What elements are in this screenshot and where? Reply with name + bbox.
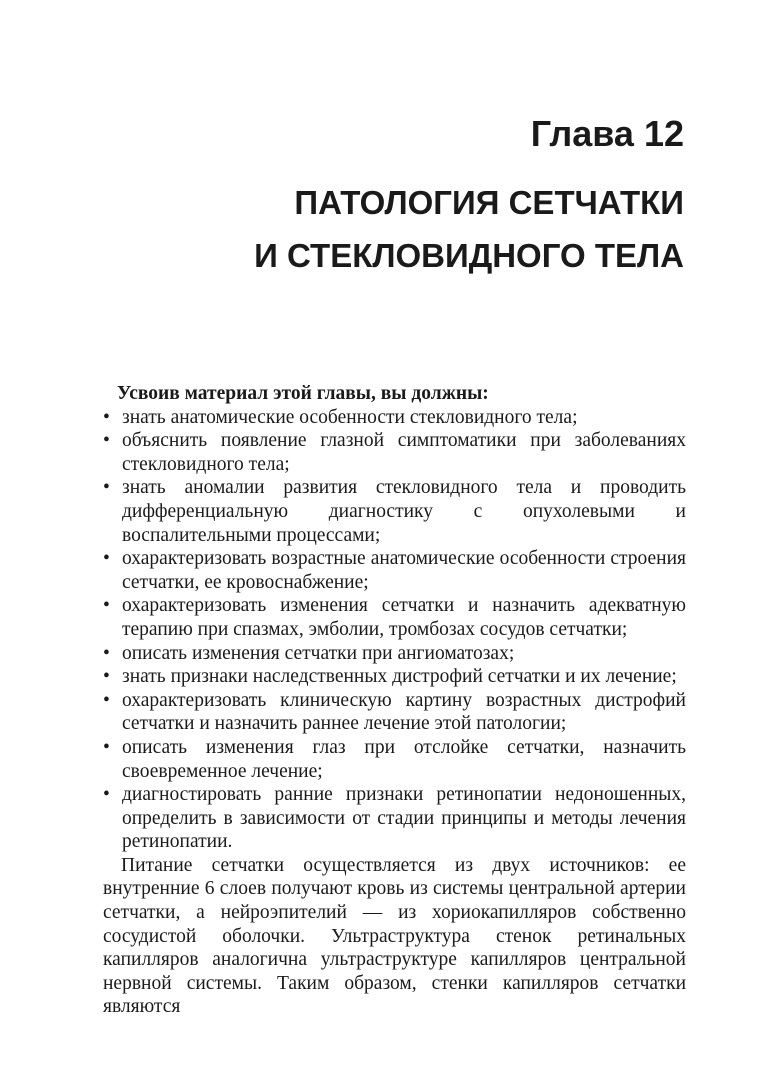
- objective-item: [103, 476, 686, 547]
- bullet-icon: •: [103, 666, 110, 688]
- objective-text: охарактеризовать изменения сетчатки и назначить адекватную терапию при спазмах, эмболии, тромбозах сосудов сетчатки;: [122, 595, 686, 640]
- bullet-icon: •: [103, 784, 110, 806]
- bullet-icon: •: [103, 595, 110, 617]
- objective-text: знать аномалии развития стекловидного тела и проводить дифференциальную диагностику с опухолевыми и воспалительными процессами;: [122, 477, 686, 546]
- objective-text: объяснить появление глазной симптоматики при заболеваниях стекловидного тела;: [122, 430, 686, 475]
- body-paragraph: Питание сетчатки осуществляется из двух источников: ее внутренние 6 слоев получают кровь из системы центральной артерии сетчатки, а нейроэпителий — из хориокапилляров собственно сосудистой оболочки. Ультраструктура стенок ретинальных капилляров аналогична ультраструктуре капилляров центральной нервной системы. Таким образом, стенки капилляров сетчатки являются: [103, 854, 686, 1018]
- objective-item: [103, 665, 686, 689]
- objective-text: охарактеризовать клиническую картину возрастных дистрофий сетчатки и назначить раннее лечение этой патологии;: [122, 689, 686, 735]
- bullet-icon: •: [103, 642, 110, 664]
- bullet-icon: •: [103, 689, 110, 711]
- objective-text: знать признаки наследственных дистрофий сетчатки и их лечение;: [122, 666, 677, 688]
- objective-text: знать анатомические особенности стекловидного тела;: [122, 406, 578, 428]
- bullet-icon: •: [103, 548, 110, 570]
- objective-item: [103, 689, 686, 736]
- bullet-icon: •: [103, 430, 110, 452]
- objectives-list: [103, 406, 686, 854]
- chapter-title-line: И СТЕКЛОВИДНОГО ТЕЛА: [254, 237, 684, 274]
- chapter-title: [84, 176, 684, 282]
- objective-text: описать изменения сетчатки при ангиоматозах;: [122, 642, 515, 664]
- bullet-icon: •: [103, 736, 110, 758]
- objective-text: охарактеризовать возрастные анатомические особенности строения сетчатки, ее кровоснабжение;: [122, 548, 686, 593]
- chapter-title-line: ПАТОЛОГИЯ СЕТЧАТКИ: [294, 184, 684, 221]
- objective-text: описать изменения глаз при отслойке сетчатки, назначить своевременное лечение;: [122, 736, 686, 782]
- objective-item: [103, 736, 686, 783]
- chapter-content: [103, 382, 686, 1019]
- objective-item: [103, 547, 686, 594]
- bullet-icon: •: [103, 406, 110, 428]
- objective-item: [103, 406, 686, 430]
- objective-text: диагностировать ранние признаки ретинопатии недоношенных, определить в зависимости от стадии принципы и методы лечения ретинопатии.: [122, 784, 686, 853]
- objectives-heading: Усвоив материал этой главы, вы должны:: [117, 383, 489, 404]
- chapter-label: Глава 12: [530, 113, 684, 154]
- objective-item: [103, 594, 686, 641]
- bullet-icon: •: [103, 477, 110, 499]
- objective-item: [103, 429, 686, 476]
- objective-item: [103, 783, 686, 854]
- objective-item: [103, 642, 686, 666]
